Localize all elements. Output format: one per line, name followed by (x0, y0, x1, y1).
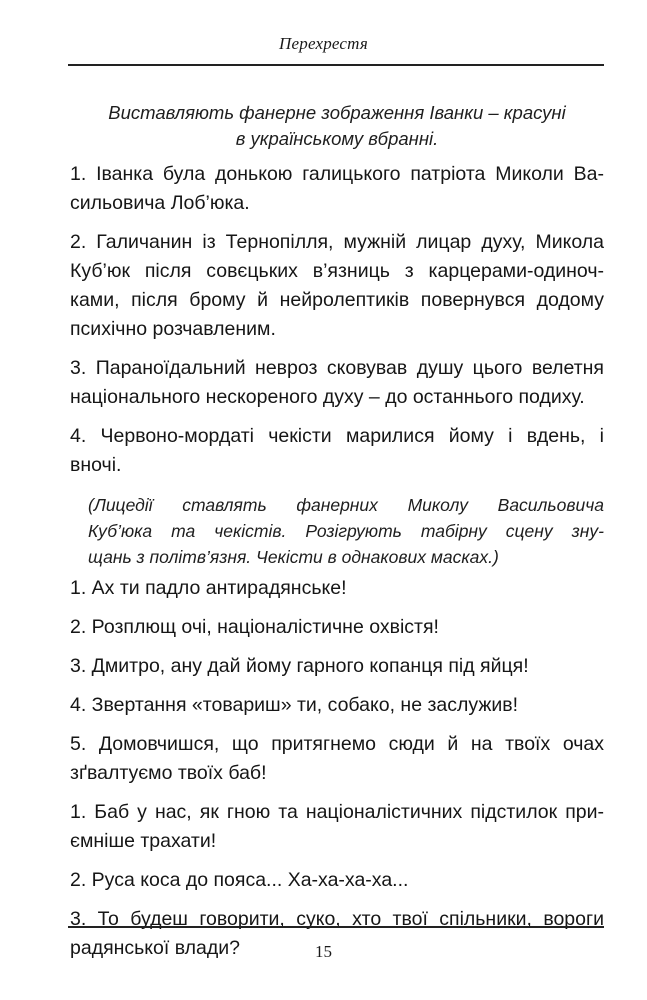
running-title: Перехрестя (279, 34, 368, 53)
header-rule (68, 64, 604, 66)
paragraph-line: ками, після брому й нейролептиків повернувся додому (70, 289, 604, 311)
paragraph (70, 730, 604, 788)
footer-rule (68, 926, 604, 928)
paragraph-line: 5. Домовчишся, що притягнемо сюди й на твоїх очах (70, 733, 604, 755)
paragraph-line: 1. Іванка була донькою галицького патріота Миколи Ва- (70, 163, 604, 185)
paragraph-line: радянської влади? (70, 937, 240, 959)
stage-direction-line: (Лицедії ставлять фанерних Миколу Васильовича (88, 495, 604, 515)
paragraph (70, 160, 604, 218)
paragraph (70, 652, 604, 681)
paragraph-line: 1. Баб у нас, як гною та націоналістичних підстилок при- (70, 801, 604, 823)
stage-direction-line: в українському вбранні. (235, 128, 439, 149)
paragraph-line: 2. Галичанин із Тернопілля, мужній лицар духу, Микола (70, 231, 604, 253)
paragraph-line: зґвалтуємо твоїх баб! (70, 762, 267, 784)
stage-direction-line: Виставляють фанерне зображення Іванки – красуні (108, 102, 566, 123)
page-number: 15 (315, 942, 332, 961)
stage-direction (70, 492, 604, 570)
paragraph-line: 3. Параноїдальний невроз сковував душу цього велетня (70, 357, 604, 379)
paragraph-line: сильовича Лоб’юка. (70, 192, 250, 214)
page-body (70, 100, 604, 973)
paragraph (70, 228, 604, 344)
paragraph (70, 574, 604, 603)
paragraph-line: національного нескореного духу – до останнього подиху. (70, 386, 585, 408)
paragraph-line: 3. Дмитро, ану дай йому гарного копанця під яйця! (70, 655, 529, 677)
paragraph-line: ємніше трахати! (70, 830, 217, 852)
stage-direction-line: щань з політв’язня. Чекісти в однакових масках.) (88, 547, 499, 567)
paragraph-line: 2. Руса коса до пояса... Ха-ха-ха-ха... (70, 869, 409, 891)
paragraph (70, 691, 604, 720)
paragraph-line: 4. Червоно-мордаті чекісти марилися йому і вдень, і (70, 425, 604, 447)
paragraph-line: Куб’юк після совєцьких в’язниць з карцерами-одиноч- (70, 260, 604, 282)
paragraph-line: 1. Ах ти падло антирадянське! (70, 577, 347, 599)
paragraph-line: психічно розчавленим. (70, 318, 276, 340)
paragraph-line: 2. Розплющ очі, націоналістичне охвістя! (70, 616, 439, 638)
paragraph (70, 866, 604, 895)
paragraph (70, 354, 604, 412)
paragraph-line: 3. То будеш говорити, суко, хто твої спільники, вороги (70, 908, 604, 930)
stage-direction-line: Куб’юка та чекістів. Розігрують табірну сцену зну- (88, 521, 604, 541)
paragraph (70, 613, 604, 642)
stage-direction (70, 100, 604, 152)
paragraph (70, 422, 604, 480)
paragraph-line: вночі. (70, 454, 122, 476)
paragraph-line: 4. Звертання «товариш» ти, собако, не заслужив! (70, 694, 519, 716)
paragraph (70, 798, 604, 856)
